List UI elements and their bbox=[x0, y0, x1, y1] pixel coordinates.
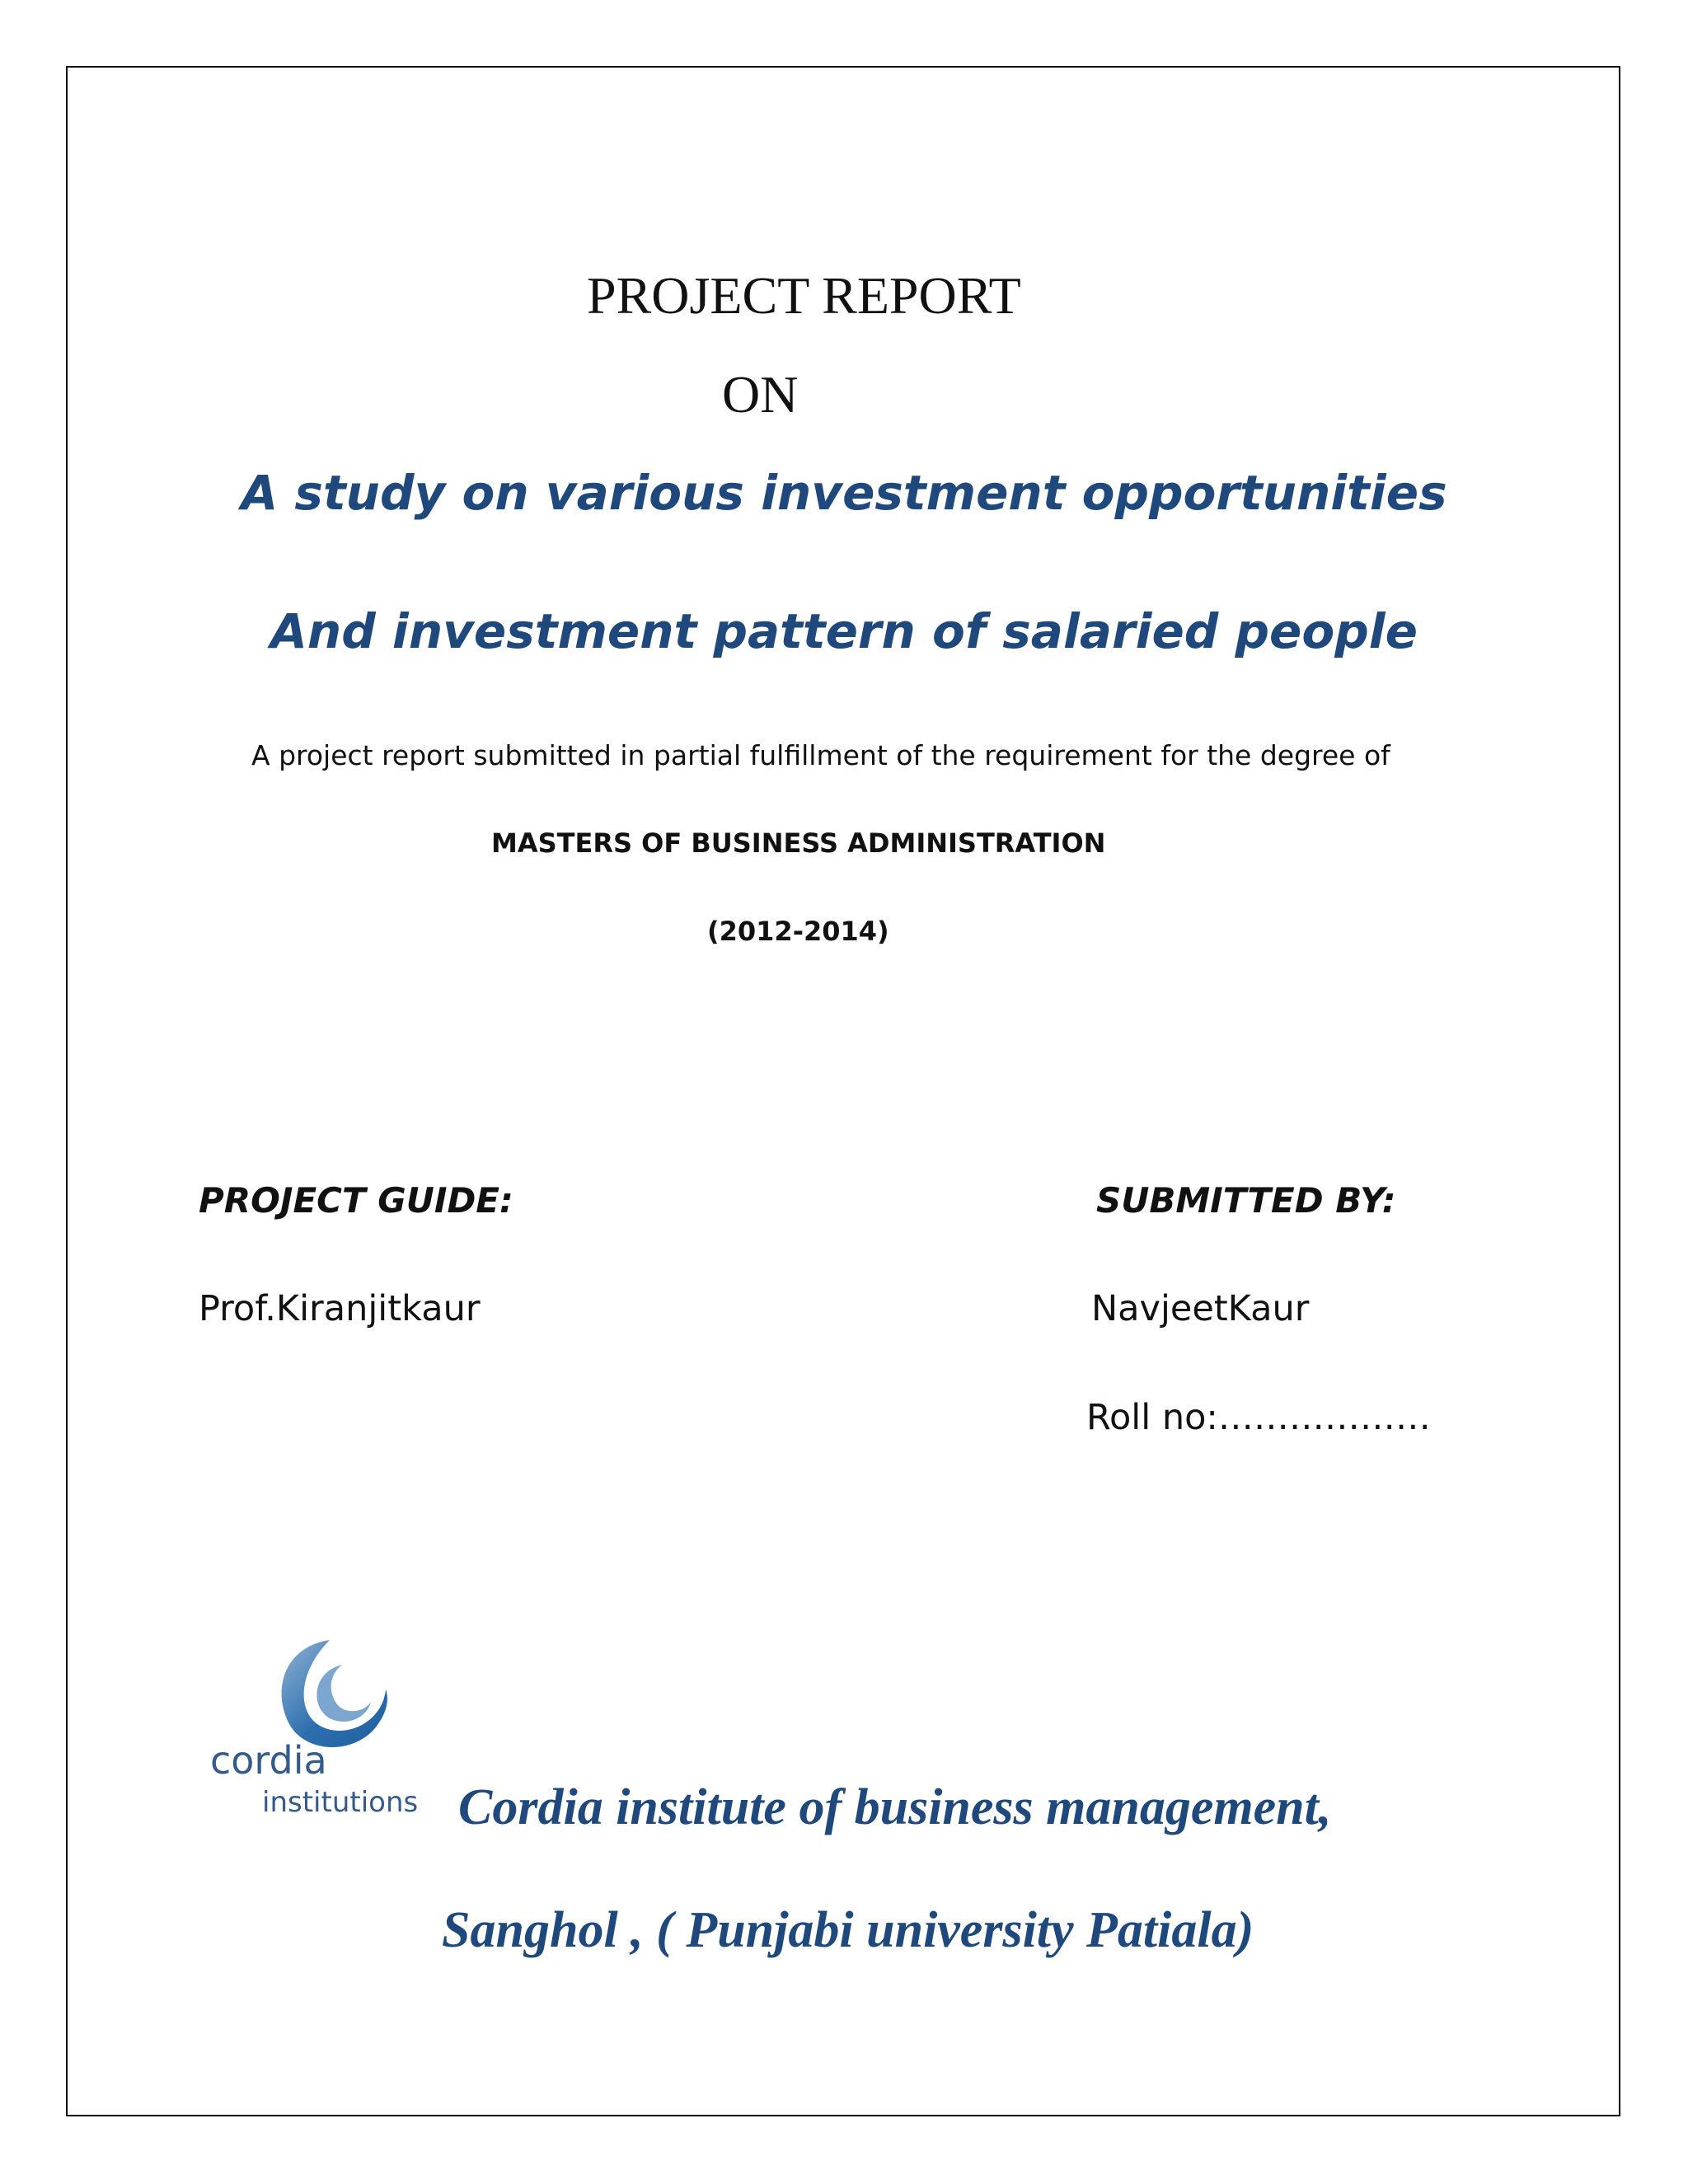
submitted-by-label: SUBMITTED BY: bbox=[1096, 1180, 1396, 1221]
submitter-name: NavjeetKaur bbox=[1091, 1288, 1310, 1329]
cordia-logo bbox=[206, 1632, 453, 1838]
submission-statement: A project report submitted in partial fulfillment of the requirement for the degree of bbox=[251, 739, 1390, 771]
academic-session: (2012-2014) bbox=[707, 916, 889, 947]
study-title-line-1: A study on various investment opportunities bbox=[241, 465, 1447, 521]
cordia-logo-text-bottom: institutions bbox=[262, 1786, 419, 1819]
cordia-swirl-outer bbox=[282, 1640, 387, 1747]
institute-name-line-2: Sanghol , ( Punjabi university Patiala) bbox=[442, 1902, 1254, 1958]
institute-name-line-1: Cordia institute of business management, bbox=[458, 1779, 1332, 1835]
project-guide-name: Prof.Kiranjitkaur bbox=[199, 1288, 481, 1329]
degree-name: MASTERS OF BUSINESS ADMINISTRATION bbox=[491, 827, 1106, 859]
roll-number: Roll no:……………… bbox=[1086, 1397, 1431, 1438]
report-heading-on: ON bbox=[722, 365, 799, 424]
project-guide-label: PROJECT GUIDE: bbox=[199, 1180, 513, 1221]
cordia-logo-text-top: cordia bbox=[210, 1738, 327, 1783]
study-title-line-2: And investment pattern of salaried people bbox=[270, 603, 1418, 659]
cordia-swirl-inner bbox=[316, 1665, 371, 1722]
report-heading: PROJECT REPORT bbox=[587, 266, 1021, 325]
